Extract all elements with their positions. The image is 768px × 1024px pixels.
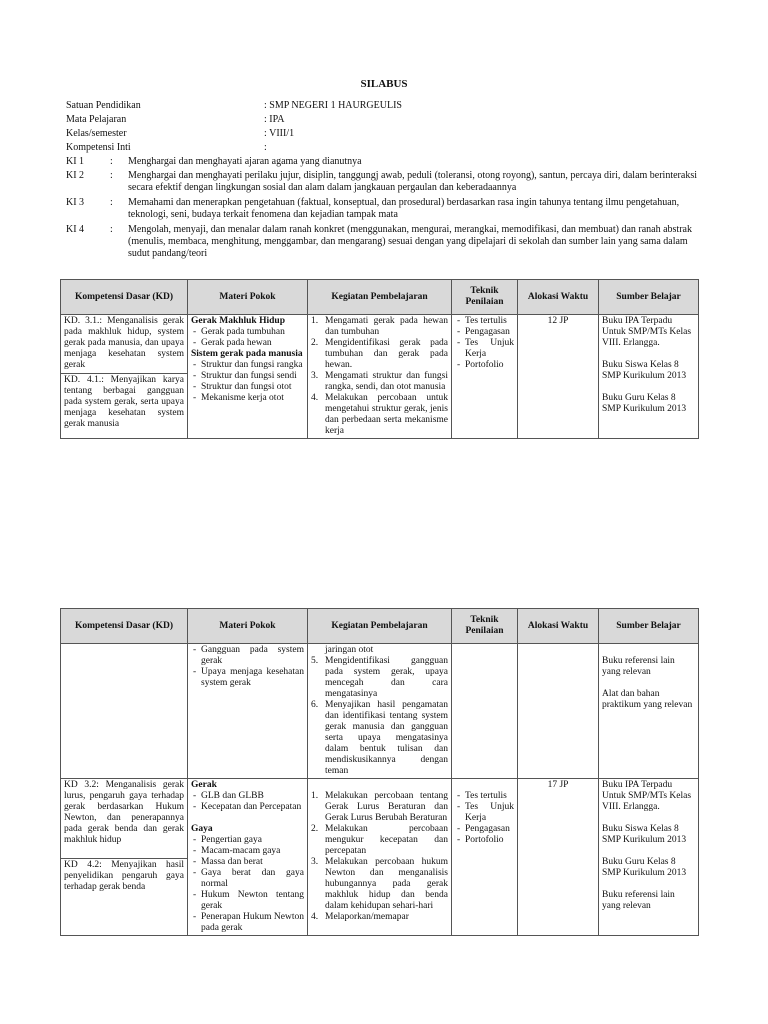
table-row xyxy=(61,779,699,936)
kegiatan-cell xyxy=(308,315,452,439)
sumber-cell xyxy=(599,315,699,439)
list-item: - Struktur dan fungsi otot xyxy=(191,382,304,393)
materi-heading: Gaya xyxy=(191,824,213,834)
kd-text: KD 3.2: Menganalisis gerak lurus, pengaruh gaya terhadap gerak berdasarkan Hukum Newton, dan penerapannya pada gerak benda dan gerak makhluk hidup xyxy=(64,780,184,845)
ki-code: KI 2 xyxy=(66,170,85,181)
list-item: 1. Melakukan percobaan tentang Gerak Lurus Beraturan dan Gerak Lurus Berubah Beraturan xyxy=(311,791,448,823)
list-item: - Macam-macam gaya xyxy=(191,846,304,857)
kd-text: KD 4.2: Menyajikan hasil penyelidikan pengaruh gaya terhadap gerak benda xyxy=(61,858,187,893)
table-header-row xyxy=(61,609,699,644)
kegiatan-cell xyxy=(308,644,452,779)
list-item: 3. Melakukan percobaan hukum Newton dan menganalisis hubungannya pada gerak makhluk hidup dan benda dalam kehidupan sehari-hari xyxy=(311,857,448,911)
materi-heading: Gerak xyxy=(191,780,217,790)
list-item: - Pengertian gaya xyxy=(191,835,304,846)
table-row xyxy=(61,315,699,439)
ki-text: Menghargai dan menghayati ajaran agama yang dianutnya xyxy=(128,156,362,167)
sumber-item: Buku Guru Kelas 8 SMP Kurikulum 2013 xyxy=(602,857,687,878)
ki-colon: : xyxy=(110,156,113,167)
table-header-row xyxy=(61,280,699,315)
list-item: - GLB dan GLBB xyxy=(191,791,304,802)
list-item: - Gerak pada tumbuhan xyxy=(191,327,304,338)
list-item: - Tes tertulis xyxy=(455,316,514,327)
header-teknik: Teknik Penilaian xyxy=(452,609,518,644)
header-sumber: Sumber Belajar xyxy=(599,280,699,315)
table-row xyxy=(61,644,699,779)
list-item: - Tes Unjuk Kerja xyxy=(455,338,514,360)
header-teknik: Teknik Penilaian xyxy=(452,280,518,315)
kegiatan-cell xyxy=(308,779,452,936)
header-materi: Materi Pokok xyxy=(188,609,308,644)
syllabus-table-2 xyxy=(60,608,699,936)
list-item: 1. Mengamati gerak pada hewan dan tumbuhan xyxy=(311,316,448,337)
document-title: SILABUS xyxy=(360,78,408,90)
kd-cell xyxy=(61,779,188,936)
ki-text: Mengolah, menyaji, dan menalar dalam ranah konkret (menggunakan, mengurai, merangkai, memodifikasi, dan membuat) dan ranah abstrak (menulis, membaca, menghitung, menggambar, dan mengarang) sesuai dengan yang dipelajari di sekolah dan sumber lain yang sama dalam sudut pandang/teori xyxy=(128,224,692,259)
kd-cell xyxy=(61,315,188,439)
materi-cell xyxy=(188,644,308,779)
kd-text: KD. 4.1.: Menyajikan karya tentang berbagai gangguan pada system gerak, serta upaya menjaga kesehatan system gerak manusia xyxy=(61,373,187,430)
syllabus-table-1 xyxy=(60,279,699,439)
list-item: - Struktur dan fungsi sendi xyxy=(191,371,304,382)
list-item: - Penerapan Hukum Newton pada gerak xyxy=(191,912,304,934)
sumber-item: Buku referensi lain yang relevan xyxy=(602,890,675,911)
list-item: 3. Mengamati struktur dan fungsi rangka, sendi, dan otot manusia xyxy=(311,371,448,392)
sumber-item: Alat dan bahan praktikum yang relevan xyxy=(602,689,693,710)
sumber-item: Buku referensi lain yang relevan xyxy=(602,656,675,677)
list-item: 2. Melakukan percobaan mengukur kecepatan dan percepatan xyxy=(311,824,448,856)
list-item: - Gerak pada hewan xyxy=(191,338,304,349)
info-label: Kelas/semester xyxy=(66,128,127,139)
list-item: - Upaya menjaga kesehatan system gerak xyxy=(191,667,304,689)
ki-colon: : xyxy=(110,224,113,235)
info-label: Kompetensi Inti xyxy=(66,142,131,153)
list-item: - Gaya berat dan gaya normal xyxy=(191,868,304,890)
list-item: - Pengagasan xyxy=(455,824,514,835)
ki-text: Menghargai dan menghayati perilaku jujur, disiplin, tanggungj awab, peduli (toleransi, otong royong), santun, percaya diri, dalam berinteraksi secara efektif dengan lingkungan sosial dan alam dalam jangkauan pergaulan dan keberadaannya xyxy=(128,170,697,193)
sumber-cell xyxy=(599,779,699,936)
materi-heading: Sistem gerak pada manusia xyxy=(191,349,303,359)
header-alokasi: Alokasi Waktu xyxy=(518,280,599,315)
list-item: 5. Mengidentifikasi gangguan pada system gerak, upaya mencegah dan cara mengatasinya xyxy=(311,656,448,699)
ki-1 xyxy=(66,156,706,168)
ki-2 xyxy=(66,170,706,194)
materi-cell xyxy=(188,779,308,936)
sumber-item: Buku Guru Kelas 8 SMP Kurikulum 2013 xyxy=(602,393,687,414)
header-kd: Kompetensi Dasar (KD) xyxy=(61,280,188,315)
ki-colon: : xyxy=(110,170,113,181)
sumber-item: Buku IPA Terpadu Untuk SMP/MTs Kelas VIII. Erlangga. xyxy=(602,316,692,348)
list-item: 2. Mengidentifikasi gerak pada tumbuhan dan gerak pada hewan. xyxy=(311,338,448,370)
materi-cell xyxy=(188,315,308,439)
sumber-cell xyxy=(599,644,699,779)
ki-code: KI 1 xyxy=(66,156,85,167)
header-sumber: Sumber Belajar xyxy=(599,609,699,644)
ki-3 xyxy=(66,197,706,221)
list-item: - Gangguan pada system gerak xyxy=(191,645,304,667)
sumber-item: Buku Siswa Kelas 8 SMP Kurikulum 2013 xyxy=(602,360,687,381)
teknik-cell xyxy=(452,644,518,779)
kd-text: KD. 3.1.: Menganalisis gerak pada makhluk hidup, system gerak pada manusia, dan upaya menjaga kesehatan system gerak xyxy=(64,316,184,370)
info-value: : xyxy=(264,142,267,153)
ki-code: KI 3 xyxy=(66,197,85,208)
info-value: : IPA xyxy=(264,114,285,125)
ki-colon: : xyxy=(110,197,113,208)
teknik-cell xyxy=(452,315,518,439)
alokasi-cell xyxy=(518,644,599,779)
header-alokasi: Alokasi Waktu xyxy=(518,609,599,644)
sumber-item: Buku Siswa Kelas 8 SMP Kurikulum 2013 xyxy=(602,824,687,845)
kegiatan-continued: jaringan otot xyxy=(325,645,374,655)
sumber-item: Buku IPA Terpadu Untuk SMP/MTs Kelas VIII. Erlangga. xyxy=(602,780,692,812)
header-kegiatan: Kegiatan Pembelajaran xyxy=(308,280,452,315)
kd-cell xyxy=(61,644,188,779)
info-value: : SMP NEGERI 1 HAURGEULIS xyxy=(264,100,402,111)
list-item: 4. Melakukan percobaan untuk mengetahui struktur gerak, jenis dan perbedaan serta mekanisme kerja xyxy=(311,393,448,436)
list-item: - Hukum Newton tentang gerak xyxy=(191,890,304,912)
list-item: - Tes Unjuk Kerja xyxy=(455,802,514,824)
teknik-cell xyxy=(452,779,518,936)
ki-4 xyxy=(66,224,706,260)
list-item: - Mekanisme kerja otot xyxy=(191,393,304,404)
list-item: - Portofolio xyxy=(455,360,514,371)
list-item: - Massa dan berat xyxy=(191,857,304,868)
list-item: 6. Menyajikan hasil pengamatan dan identifikasi tentang system gerak manusia dan gangguan serta upaya mengatasinya dalam bentuk tulisan dan mendiskusikannya dengan teman xyxy=(311,700,448,776)
list-item: - Struktur dan fungsi rangka xyxy=(191,360,304,371)
list-item: - Pengagasan xyxy=(455,327,514,338)
info-label: Mata Pelajaran xyxy=(66,114,127,125)
info-value: : VIII/1 xyxy=(264,128,295,139)
list-item: - Kecepatan dan Percepatan xyxy=(191,802,304,813)
alokasi-cell: 12 JP xyxy=(518,315,599,439)
alokasi-cell: 17 JP xyxy=(518,779,599,936)
header-kegiatan: Kegiatan Pembelajaran xyxy=(308,609,452,644)
header-materi: Materi Pokok xyxy=(188,280,308,315)
list-item: - Portofolio xyxy=(455,835,514,846)
materi-heading: Gerak Makhluk Hidup xyxy=(191,316,285,326)
ki-text: Memahami dan menerapkan pengetahuan (faktual, konseptual, dan prosedural) berdasarkan rasa ingin tahunya tentang ilmu pengetahuan, teknologi, seni, budaya terkait fenomena dan kejadian tampak mata xyxy=(128,197,680,220)
info-label: Satuan Pendidikan xyxy=(66,100,141,111)
header-kd: Kompetensi Dasar (KD) xyxy=(61,609,188,644)
list-item: 4. Melaporkan/memapar xyxy=(311,912,409,922)
list-item: - Tes tertulis xyxy=(455,791,514,802)
ki-code: KI 4 xyxy=(66,224,85,235)
